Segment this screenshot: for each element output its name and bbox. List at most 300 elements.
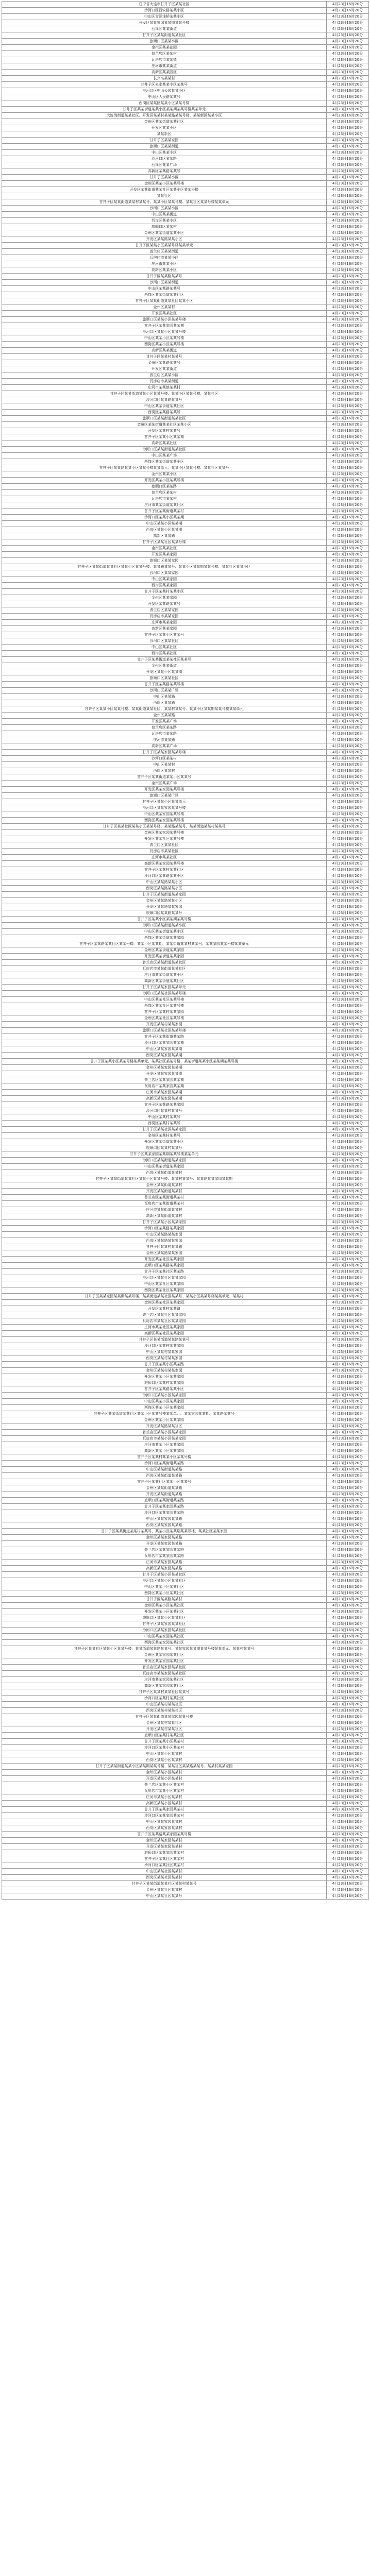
table-row xyxy=(2,348,369,354)
table-row xyxy=(2,830,369,836)
time-cell: 4月23日16时20分 xyxy=(327,1417,369,1423)
address-cell: 高新区某某广场 xyxy=(2,743,327,750)
time-cell: 4月23日16时20分 xyxy=(327,1764,369,1770)
time-cell: 4月23日16时20分 xyxy=(327,1250,369,1257)
address-cell: 普兰店区某某街道某某村 xyxy=(2,1195,327,1201)
time-cell: 4月23日16时20分 xyxy=(327,1689,369,1696)
table-row xyxy=(2,533,369,539)
time-cell: 4月23日16时20分 xyxy=(327,261,369,267)
table-row xyxy=(2,1856,369,1862)
address-cell: 西岗区某某路某某小区 xyxy=(2,886,327,892)
time-cell: 4月23日16时20分 xyxy=(327,1572,369,1578)
time-cell: 4月23日16时20分 xyxy=(327,1454,369,1461)
table-row xyxy=(2,1832,369,1838)
time-cell: 4月23日16时20分 xyxy=(327,1510,369,1516)
time-cell: 4月23日16时20分 xyxy=(327,1226,369,1232)
address-cell: 金州区某某街道某某村 xyxy=(2,1182,327,1189)
time-cell: 4月23日16时20分 xyxy=(327,1034,369,1040)
table-row xyxy=(2,1881,369,1887)
time-cell: 4月23日16时20分 xyxy=(327,1547,369,1553)
table-row xyxy=(2,1176,369,1182)
address-cell: 甘井子区泉水某某小区某某号 xyxy=(2,82,327,88)
address-cell: 高新区某某小区某某家园 xyxy=(2,1448,327,1454)
time-cell: 4月23日16时20分 xyxy=(327,750,369,756)
address-cell: 中山区人民路某某号 xyxy=(2,94,327,100)
address-cell: 金州区某某路 xyxy=(2,713,327,719)
time-cell: 4月23日16时20分 xyxy=(327,1300,369,1306)
address-cell: 开发区某某路某某家园 xyxy=(2,904,327,910)
address-cell: 中山区某某小区某某社区 xyxy=(2,1584,327,1590)
address-cell: 中山区某某小区某某村 xyxy=(2,1751,327,1757)
time-cell: 4月23日16时20分 xyxy=(327,410,369,416)
time-cell: 4月23日16时20分 xyxy=(327,1745,369,1751)
time-cell: 4月23日16时20分 xyxy=(327,1875,369,1881)
table-row xyxy=(2,1201,369,1207)
time-cell: 4月23日16时20分 xyxy=(327,88,369,94)
address-cell: 庄河市某某家园某某期 xyxy=(2,1090,327,1096)
table-row xyxy=(2,935,369,941)
address-cell: 西岗区某某路某某号 xyxy=(2,410,327,416)
table-row xyxy=(2,1652,369,1658)
time-cell: 4月23日16时20分 xyxy=(327,1522,369,1529)
address-cell: 甘井子区某某家园某某路 xyxy=(2,1504,327,1510)
table-row xyxy=(2,1417,369,1423)
address-cell: 沙河口区某某村 xyxy=(2,756,327,762)
time-cell: 4月23日16时20分 xyxy=(327,1461,369,1467)
table-row xyxy=(2,1022,369,1028)
time-cell: 4月23日16时20分 xyxy=(327,255,369,261)
address-cell: 旅顺口区某某广场 xyxy=(2,793,327,799)
table-row xyxy=(2,1151,369,1158)
table-row xyxy=(2,286,369,292)
time-cell: 4月23日16时20分 xyxy=(327,57,369,63)
time-cell: 4月23日16时20分 xyxy=(327,1770,369,1776)
address-cell: 西岗区某某小区某某社区 xyxy=(2,1590,327,1597)
time-cell: 4月23日16时20分 xyxy=(327,162,369,168)
table-row xyxy=(2,1257,369,1263)
address-cell: 开发区某某村某某社区 xyxy=(2,1726,327,1733)
time-cell: 4月23日16时20分 xyxy=(327,416,369,422)
table-row xyxy=(2,842,369,849)
table-row xyxy=(2,193,369,199)
address-cell: 普兰店区某某家园某某路 xyxy=(2,1547,327,1553)
time-cell: 4月23日16时20分 xyxy=(327,929,369,935)
address-cell: 普兰店区某某村 xyxy=(2,490,327,496)
table-row xyxy=(2,1634,369,1640)
table-row xyxy=(2,1003,369,1009)
time-cell: 4月23日16时20分 xyxy=(327,1615,369,1621)
time-cell: 4月23日16时20分 xyxy=(327,564,369,570)
time-cell: 4月23日16时20分 xyxy=(327,471,369,478)
address-cell: 庄河市某某街道某某村 xyxy=(2,1207,327,1213)
time-cell: 4月23日16时20分 xyxy=(327,1720,369,1726)
time-cell: 4月23日16时20分 xyxy=(327,1232,369,1238)
table-row xyxy=(2,391,369,397)
time-cell: 4月23日16时20分 xyxy=(327,552,369,558)
time-cell: 4月23日16时20分 xyxy=(327,614,369,620)
time-cell: 4月23日16时20分 xyxy=(327,1844,369,1850)
address-cell: 沙河口区某某街道 xyxy=(2,280,327,286)
time-cell: 4月23日16时20分 xyxy=(327,694,369,700)
table-row xyxy=(2,1355,369,1362)
table-row xyxy=(2,1801,369,1807)
table-row xyxy=(2,113,369,119)
address-cell: 沙河口区某某路某某家园 xyxy=(2,1226,327,1232)
address-cell: 沙河口区某某村某某家园 xyxy=(2,1343,327,1349)
table-row xyxy=(2,787,369,793)
time-cell: 4月23日16时20分 xyxy=(327,682,369,688)
address-cell: 普兰店区某某街道 xyxy=(2,249,327,255)
time-cell: 4月23日16时20分 xyxy=(327,1634,369,1640)
time-cell: 4月23日16时20分 xyxy=(327,731,369,737)
address-cell: 开发区某某小区某某号楼 xyxy=(2,478,327,484)
table-row xyxy=(2,546,369,552)
time-cell: 4月23日16时20分 xyxy=(327,743,369,750)
address-cell: 沙河口区某某小区某某期 xyxy=(2,515,327,521)
address-cell: 中山区某某路某某小区 xyxy=(2,879,327,886)
time-cell: 4月23日16时20分 xyxy=(327,651,369,657)
address-cell: 甘井子区某某街道某某村某某号、某某小区某某号楼、某某社区某某号楼某某单元 xyxy=(2,199,327,206)
address-cell: 中山区某某家园某某社区 xyxy=(2,1634,327,1640)
time-cell: 4月23日16时20分 xyxy=(327,236,369,243)
address-cell: 旅顺口区某某街道 xyxy=(2,144,327,150)
table-row xyxy=(2,156,369,162)
address-cell: 旅顺口区某某村某某社区 xyxy=(2,1733,327,1739)
address-cell: 西岗区某某路某某家园 xyxy=(2,1238,327,1244)
time-cell: 4月23日16时20分 xyxy=(327,1646,369,1652)
time-cell: 4月23日16时20分 xyxy=(327,372,369,379)
address-cell: 瓦房店市某某家园 xyxy=(2,614,327,620)
table-row xyxy=(2,706,369,713)
address-cell: 甘井子区某某小区某某单元 xyxy=(2,799,327,805)
time-cell: 4月23日16时20分 xyxy=(327,168,369,175)
table-row xyxy=(2,131,369,138)
table-row xyxy=(2,329,369,335)
address-cell: 西岗区某某街道某某路 xyxy=(2,1473,327,1479)
table-row xyxy=(2,1028,369,1034)
time-cell: 4月23日16时20分 xyxy=(327,1127,369,1133)
address-cell: 沙河口区某某家园某某路 xyxy=(2,1510,327,1516)
address-cell: 金州区某某小区某某村 xyxy=(2,1770,327,1776)
time-cell: 4月23日16时20分 xyxy=(327,1170,369,1176)
time-cell: 4月23日16时20分 xyxy=(327,1485,369,1492)
table-row xyxy=(2,1467,369,1473)
time-cell: 4月23日16时20分 xyxy=(327,620,369,626)
time-cell: 4月23日16时20分 xyxy=(327,583,369,589)
address-cell: 瓦房店市某某街道某某村 xyxy=(2,1201,327,1207)
time-cell: 4月23日16时20分 xyxy=(327,1114,369,1121)
address-cell: 旅顺口区某某社区 xyxy=(2,675,327,682)
address-cell: 甘井子区某某街道某某小区某某号楼、某某小区某某号楼、某某社区 xyxy=(2,391,327,397)
table-row xyxy=(2,583,369,589)
table-row xyxy=(2,793,369,799)
time-cell: 4月23日16时20分 xyxy=(327,762,369,768)
table-row xyxy=(2,496,369,502)
table-row xyxy=(2,1046,369,1053)
time-cell: 4月23日16时20分 xyxy=(327,63,369,70)
time-cell: 4月23日16时20分 xyxy=(327,774,369,781)
time-cell: 4月23日16时20分 xyxy=(327,595,369,601)
address-cell: 甘井子区某某路某某家园某某号楼 xyxy=(2,1832,327,1838)
address-cell: 沙河口区某某小区某某村 xyxy=(2,1745,327,1751)
table-row xyxy=(2,1436,369,1442)
time-cell: 4月23日16时20分 xyxy=(327,1541,369,1547)
time-cell: 4月23日16时20分 xyxy=(327,1751,369,1757)
address-cell: 甘井子区某某家园某某期某某号楼某某单元 xyxy=(2,1151,327,1158)
time-cell: 4月23日16时20分 xyxy=(327,1374,369,1380)
time-cell: 4月23日16时20分 xyxy=(327,725,369,731)
address-cell: 西岗区某某家园 xyxy=(2,583,327,589)
address-cell: 开发区某某家园 xyxy=(2,552,327,558)
time-cell: 4月23日16时20分 xyxy=(327,144,369,150)
time-cell: 4月23日16时20分 xyxy=(327,1219,369,1226)
table-row xyxy=(2,150,369,156)
address-cell: 中山区某某小区 xyxy=(2,150,327,156)
address-cell: 中山区某某广场 xyxy=(2,453,327,459)
time-cell: 4月23日16时20分 xyxy=(327,1683,369,1689)
table-row xyxy=(2,1034,369,1040)
address-cell: 沙河口区某某小区某某社区 xyxy=(2,1578,327,1584)
time-cell: 4月23日16时20分 xyxy=(327,663,369,669)
table-row xyxy=(2,737,369,743)
table-row xyxy=(2,261,369,267)
address-cell: 甘井子区某某村某某社区某某号 xyxy=(2,1689,327,1696)
table-row xyxy=(2,1374,369,1380)
address-cell: 西岗区某某村某某家园 xyxy=(2,1355,327,1362)
time-cell: 4月23日16时20分 xyxy=(327,886,369,892)
time-cell: 4月23日16时20分 xyxy=(327,1801,369,1807)
time-cell: 4月23日16时20分 xyxy=(327,1757,369,1764)
table-row xyxy=(2,947,369,954)
address-cell: 瓦房店市某某社区 xyxy=(2,849,327,855)
address-cell: 开发区某某家园某某号楼 xyxy=(2,787,327,793)
table-row xyxy=(2,1733,369,1739)
table-row xyxy=(2,1597,369,1603)
address-cell: 高新区某某街道某某村 xyxy=(2,1213,327,1219)
table-row xyxy=(2,212,369,218)
address-cell: 金州区某某路某某号 xyxy=(2,360,327,366)
address-cell: 庄河市某某小区 xyxy=(2,261,327,267)
address-cell: 西岗区某某村 xyxy=(2,768,327,774)
time-cell: 4月23日16时20分 xyxy=(327,304,369,311)
time-cell: 4月23日16时20分 xyxy=(327,1337,369,1343)
address-cell: 金州区某某家园某某社区 xyxy=(2,1652,327,1658)
table-row xyxy=(2,465,369,471)
time-cell: 4月23日16时20分 xyxy=(327,539,369,546)
address-cell: 西岗区某某街道某某小区 xyxy=(2,459,327,465)
time-cell: 4月23日16时20分 xyxy=(327,1263,369,1269)
address-cell: 西岗区某某家园某某社区 xyxy=(2,1640,327,1646)
time-cell: 4月23日16时20分 xyxy=(327,1609,369,1615)
time-cell: 4月23日16时20分 xyxy=(327,1090,369,1096)
address-cell: 普兰店区某某家园某某社区 xyxy=(2,1665,327,1671)
time-cell: 4月23日16时20分 xyxy=(327,960,369,966)
time-cell: 4月23日16时20分 xyxy=(327,1083,369,1090)
table-row xyxy=(2,941,369,947)
time-cell: 4月23日16时20分 xyxy=(327,1003,369,1009)
table-row xyxy=(2,1522,369,1529)
time-cell: 4月23日16时20分 xyxy=(327,935,369,941)
address-cell: 西岗区某某社区 xyxy=(2,651,327,657)
table-row xyxy=(2,459,369,465)
address-cell: 中山区某某社区某某号 xyxy=(2,1893,327,1900)
time-cell: 4月23日16时20分 xyxy=(327,1244,369,1250)
table-row xyxy=(2,323,369,329)
table-row xyxy=(2,626,369,632)
address-cell: 旅顺口区某某家园 xyxy=(2,558,327,564)
table-row xyxy=(2,527,369,533)
address-cell: 甘井子区某某路某某小区某某号楼某某单元、某某小区某某号楼、某某社区某某号 xyxy=(2,465,327,471)
time-cell: 4月23日16时20分 xyxy=(327,82,369,88)
time-cell: 4月23日16时20分 xyxy=(327,799,369,805)
time-cell: 4月23日16时20分 xyxy=(327,298,369,304)
table-row xyxy=(2,1065,369,1071)
time-cell: 4月23日16时20分 xyxy=(327,1065,369,1071)
table-row xyxy=(2,317,369,323)
address-cell: 甘井子区某某小区某某村 xyxy=(2,1739,327,1745)
address-cell: 庄河市某某镇某某村 xyxy=(2,385,327,391)
table-row xyxy=(2,1393,369,1399)
address-cell: 甘井子区某某村某某小区 xyxy=(2,589,327,595)
table-row xyxy=(2,663,369,669)
time-cell: 4月23日16时20分 xyxy=(327,1838,369,1844)
address-cell: 甘井子区某某家园某某单元 xyxy=(2,985,327,991)
table-row xyxy=(2,1869,369,1875)
time-cell: 4月23日16时20分 xyxy=(327,985,369,991)
table-row xyxy=(2,82,369,88)
time-cell: 4月23日16时20分 xyxy=(327,14,369,20)
address-cell: 开发区某某街道某某路 xyxy=(2,1492,327,1498)
table-row xyxy=(2,1479,369,1485)
time-cell: 4月23日16时20分 xyxy=(327,917,369,923)
address-cell: 甘井子区某某小区某某号楼某某单元 xyxy=(2,243,327,249)
table-row xyxy=(2,873,369,879)
address-cell: 金州区某某社区 xyxy=(2,546,327,552)
time-cell: 4月23日16时20分 xyxy=(327,1275,369,1281)
address-cell: 中山区某某街道某某社区 xyxy=(2,403,327,410)
time-cell: 4月23日16时20分 xyxy=(327,1349,369,1355)
address-cell: 开发区某某社区某某号楼 xyxy=(2,836,327,842)
address-cell: 甘井子区某某街道某某社区 xyxy=(2,32,327,39)
address-cell: 高新区某某家园某某社区 xyxy=(2,1683,327,1689)
time-cell: 4月23日16时20分 xyxy=(327,366,369,372)
time-cell: 4月23日16时20分 xyxy=(327,577,369,583)
table-row xyxy=(2,1096,369,1102)
address-cell: 甘井子区某某村某某路 xyxy=(2,1244,327,1250)
address-cell: 西岗区某某广场 xyxy=(2,162,327,168)
table-row xyxy=(2,558,369,564)
table-row xyxy=(2,94,369,100)
table-row xyxy=(2,1529,369,1535)
table-row xyxy=(2,966,369,972)
time-cell: 4月23日16时20分 xyxy=(327,230,369,236)
table-row xyxy=(2,756,369,762)
address-cell: 金州区某某街道某某家园 xyxy=(2,947,327,954)
address-cell: 开发区某某街道某某小区 xyxy=(2,1139,327,1145)
table-row xyxy=(2,385,369,391)
time-cell: 4月23日16时20分 xyxy=(327,1708,369,1714)
address-cell: 高新区某某社区某某家园 xyxy=(2,1331,327,1337)
address-cell: 高新区某某路 xyxy=(2,533,327,539)
time-cell: 4月23日16时20分 xyxy=(327,2,369,8)
table-row xyxy=(2,1504,369,1510)
time-cell: 4月23日16时20分 xyxy=(327,286,369,292)
table-row xyxy=(2,1473,369,1479)
address-cell: 中山区某某家园某某号楼 xyxy=(2,811,327,818)
address-cell: 金州区某某路某某家园 xyxy=(2,1250,327,1257)
table-row xyxy=(2,645,369,651)
address-cell: 瓦房店市某某家园某某路 xyxy=(2,1553,327,1560)
address-cell: 中山区某某村某某号 xyxy=(2,1114,327,1121)
table-row xyxy=(2,1053,369,1059)
time-cell: 4月23日16时20分 xyxy=(327,879,369,886)
address-cell: 金州区某某街道某某路 xyxy=(2,1485,327,1492)
table-row xyxy=(2,249,369,255)
table-row xyxy=(2,267,369,274)
time-cell: 4月23日16时20分 xyxy=(327,1368,369,1374)
address-cell: 沙河口区某某村某某社区 xyxy=(2,1696,327,1702)
address-cell: 沙河口区某某广场 xyxy=(2,688,327,694)
table-row xyxy=(2,1498,369,1504)
table-row xyxy=(2,26,369,32)
table-row xyxy=(2,700,369,706)
time-cell: 4月23日16时20分 xyxy=(327,719,369,725)
time-cell: 4月23日16时20分 xyxy=(327,947,369,954)
time-cell: 4月23日16时20分 xyxy=(327,1628,369,1634)
address-cell: 甘井子区某某街道某某社区某某小区某某号楼某某单元、某某家园某某期、某某路某某号 xyxy=(2,1411,327,1417)
time-cell: 4月23日16时20分 xyxy=(327,447,369,453)
address-cell: 高新区某某社区 xyxy=(2,440,327,447)
address-cell: 旅顺口区某某村某某号 xyxy=(2,1145,327,1151)
time-cell: 4月23日16时20分 xyxy=(327,1393,369,1399)
time-cell: 4月23日16时20分 xyxy=(327,1015,369,1022)
address-cell: 开发区某某家园某某路 xyxy=(2,1541,327,1547)
time-cell: 4月23日16时20分 xyxy=(327,1881,369,1887)
table-row xyxy=(2,144,369,150)
table-row xyxy=(2,651,369,657)
table-row xyxy=(2,1813,369,1819)
table-row xyxy=(2,107,369,113)
time-cell: 4月23日16时20分 xyxy=(327,440,369,447)
table-row xyxy=(2,595,369,601)
table-row xyxy=(2,206,369,212)
table-row xyxy=(2,39,369,45)
address-cell: 甘井子区某某社区某某小区某某号楼、某某路某某号、某某街道某某村某某号 xyxy=(2,824,327,830)
time-cell: 4月23日16时20分 xyxy=(327,737,369,743)
table-row xyxy=(2,1226,369,1232)
address-cell: 沙河口区某某家园某某村 xyxy=(2,1813,327,1819)
time-cell: 4月23日16时20分 xyxy=(327,706,369,713)
table-row xyxy=(2,1461,369,1467)
table-row xyxy=(2,1430,369,1436)
address-cell: 沙河口区某某村某某号 xyxy=(2,1108,327,1114)
address-cell: 甘井子区某某小区某某期 xyxy=(2,434,327,440)
address-cell: 旅顺口区某某小区 xyxy=(2,39,327,45)
table-row xyxy=(2,1127,369,1133)
address-cell: 西岗区某某村某某号 xyxy=(2,1121,327,1127)
time-cell: 4月23日16时20分 xyxy=(327,1782,369,1788)
address-cell: 开发区某某社区某某家园 xyxy=(2,1257,327,1263)
address-cell: 西岗区某某家园某某号楼 xyxy=(2,818,327,824)
table-row xyxy=(2,1139,369,1145)
time-cell: 4月23日16时20分 xyxy=(327,76,369,82)
table-row xyxy=(2,1219,369,1226)
table-row xyxy=(2,8,369,14)
address-cell: 甘井子区某某小区某某号楼某某单元、某某社区某某号楼、某某街道某某小区某某期某某号楼 xyxy=(2,1059,327,1065)
table-row xyxy=(2,1584,369,1590)
time-cell: 4月23日16时20分 xyxy=(327,107,369,113)
address-cell: 开发区某某小区某某村 xyxy=(2,1776,327,1782)
